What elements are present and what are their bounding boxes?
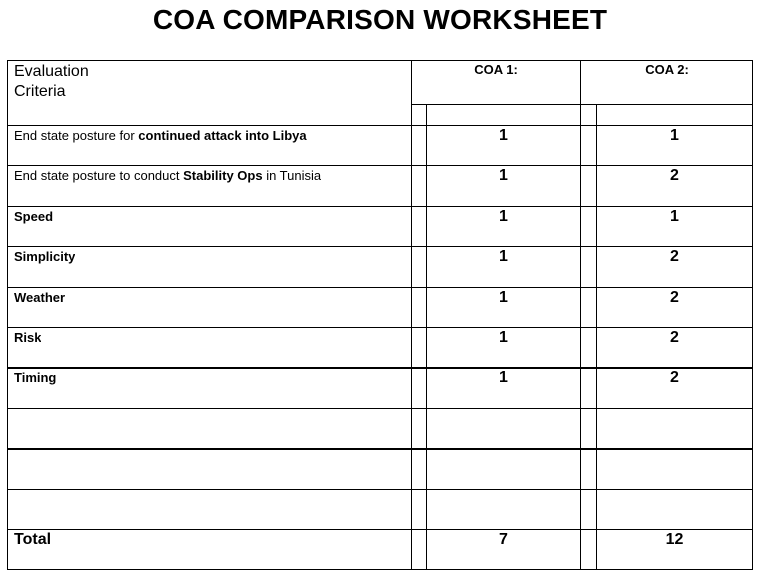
coa2-score: 2 — [670, 289, 679, 306]
criterion-emphasis: Speed — [14, 209, 54, 224]
table-border-left — [7, 60, 8, 570]
criterion-label — [14, 168, 321, 184]
criterion-emphasis: continued attack into Libya — [138, 128, 307, 143]
coa1-score: 1 — [499, 208, 508, 225]
coa1-score: 1 — [499, 127, 508, 144]
coa1-score: 1 — [499, 248, 508, 265]
row-separator — [7, 287, 752, 288]
total-coa1: 7 — [499, 531, 508, 548]
column-divider — [411, 60, 412, 569]
coa2-score: 1 — [670, 127, 679, 144]
criterion-label — [14, 330, 41, 346]
row-separator — [7, 125, 752, 126]
criterion-emphasis: Stability Ops — [183, 168, 263, 183]
coa1-score: 1 — [499, 167, 508, 184]
total-coa2: 12 — [665, 531, 684, 548]
sub-column-divider — [596, 104, 597, 569]
criteria-header-line2: Criteria — [14, 83, 66, 100]
table-border-right — [752, 60, 753, 570]
coa2-score: 2 — [670, 248, 679, 265]
criterion-label — [14, 290, 65, 306]
sub-column-divider — [426, 104, 427, 569]
coa2-score: 2 — [670, 369, 679, 386]
criterion-label — [14, 209, 53, 225]
row-separator — [7, 327, 752, 328]
criterion-emphasis: Simplicity — [14, 249, 76, 264]
column-divider — [580, 60, 581, 569]
criterion-emphasis: Timing — [14, 370, 57, 385]
criterion-emphasis: Weather — [14, 290, 66, 305]
coa2-header: COA 2: — [645, 62, 689, 77]
coa2-score: 1 — [670, 208, 679, 225]
header-sub-line — [411, 104, 752, 105]
coa2-score: 2 — [670, 329, 679, 346]
page-title: COA COMPARISON WORKSHEET — [152, 4, 608, 35]
row-separator — [7, 448, 752, 450]
criterion-text: End state posture for — [14, 128, 139, 143]
row-separator — [7, 529, 752, 530]
row-separator — [7, 165, 752, 166]
criterion-label — [14, 128, 307, 144]
coa2-score: 2 — [670, 167, 679, 184]
criterion-label — [14, 249, 75, 265]
table-border-top — [7, 60, 753, 61]
row-separator — [7, 408, 752, 409]
criterion-text-suffix: in Tunisia — [262, 168, 322, 183]
row-separator — [7, 206, 752, 207]
criterion-text: End state posture to conduct — [14, 168, 184, 183]
criteria-header-line1: Evaluation — [14, 63, 89, 80]
table-border-bottom — [7, 569, 753, 570]
criterion-label — [14, 370, 56, 386]
coa1-score: 1 — [499, 369, 508, 386]
coa1-score: 1 — [499, 289, 508, 306]
coa1-header: COA 1: — [474, 62, 518, 77]
criterion-emphasis: Risk — [14, 330, 42, 345]
row-separator — [7, 246, 752, 247]
row-separator — [7, 489, 752, 490]
total-label: Total — [14, 531, 52, 548]
coa1-score: 1 — [499, 329, 508, 346]
criteria-header — [14, 62, 89, 102]
row-separator — [7, 367, 752, 369]
